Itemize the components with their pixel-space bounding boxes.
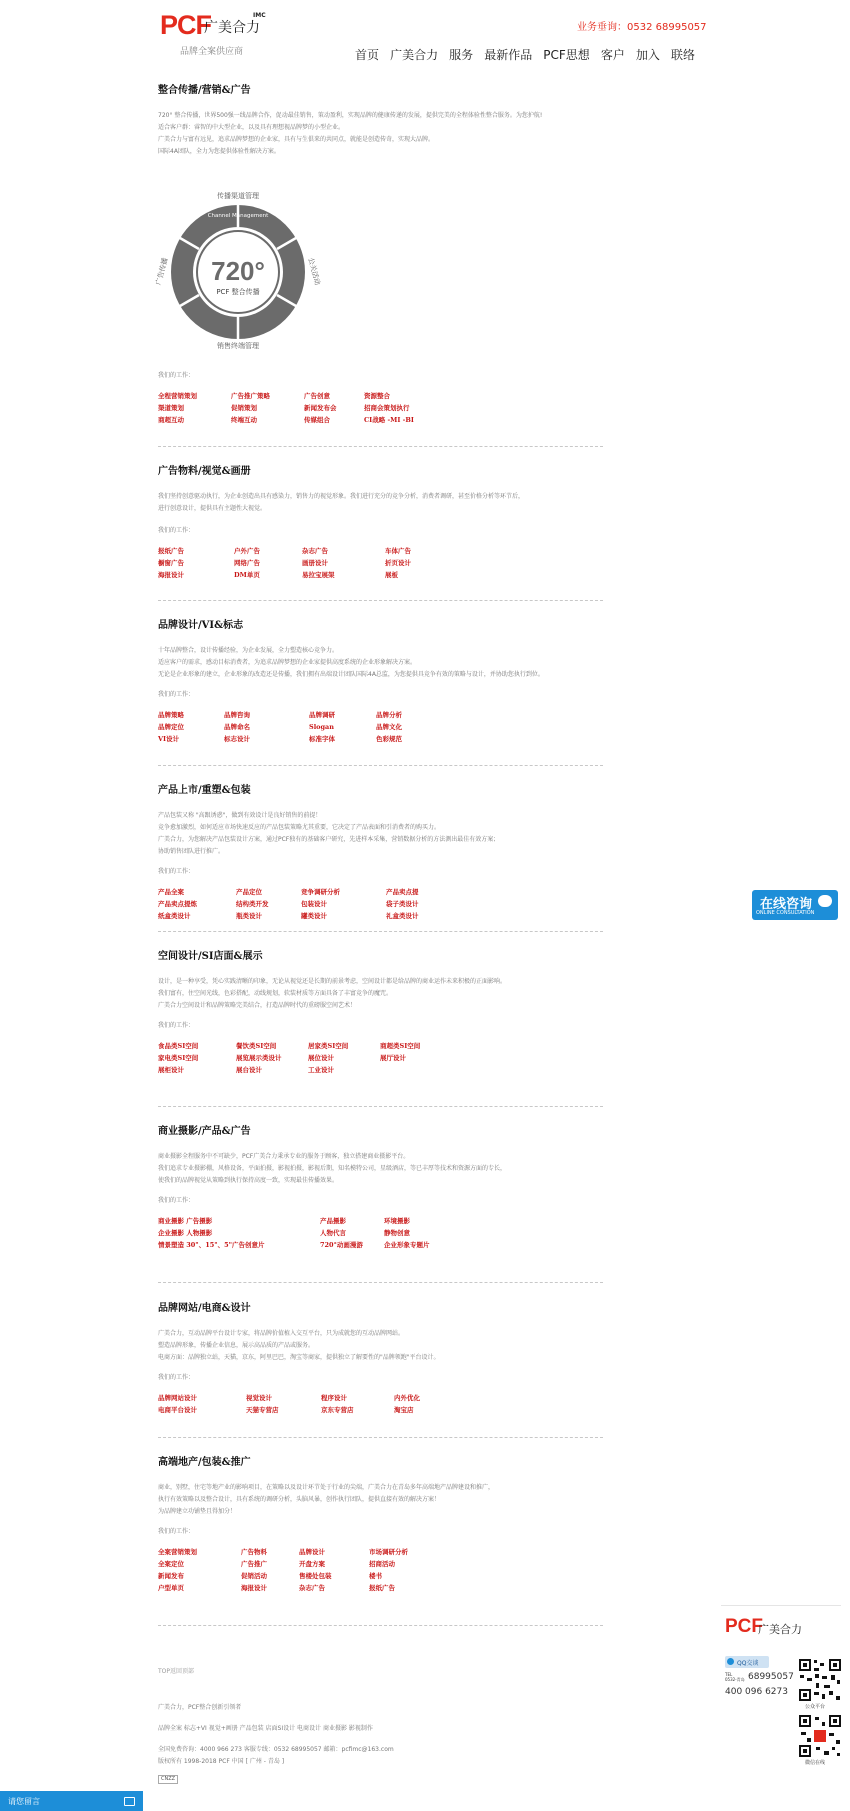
nav-item-about[interactable]: 广美合力 [390,48,439,62]
footer-contact-line: 全国免费咨询：4000 966 273 客服专线：0532 68995057 邮箱：pcfimc@163.com [158,1746,394,1753]
diagram-inner-top: Channel Management [207,213,269,219]
tag-item[interactable]: 展台设计 [236,1066,262,1074]
section-real-estate [158,1456,603,1592]
section-desc: 设计，是一种享受，凭心实践清晰的印象，无论从视觉还是长期的前景考虑，空间设计都是给品牌的商业运作未来积极的正面影响。 我们富有，住空间光线，色彩搭配，动线规划，软装材质等方面具备了丰富竞争的魔咒。 广美合力空间设计和品牌策略完美结合，打造品牌时代的重磅服空间艺术！ [158,978,507,1009]
tag-item[interactable]: 开盘方案 [299,1560,325,1568]
tag-item[interactable]: 竞争调研分析 [301,888,340,896]
expand-icon [124,1797,135,1806]
work-block [158,867,603,920]
tag-item[interactable]: 720°动画漫游 [320,1241,363,1249]
section-photography [158,1125,603,1249]
tag-item[interactable]: 户外广告 [234,547,260,555]
free-hotline: 400 096 6273 [725,1687,788,1697]
tag-item[interactable]: 促销活动 [241,1572,267,1580]
tag-item[interactable]: 天猫专营店 [246,1406,279,1414]
tag-item[interactable]: 橱窗广告 [158,559,184,567]
chat-bubble-icon [818,895,832,907]
qr2-caption: 微信在线 [805,1760,826,1766]
section-title: 广告物料/视觉&画册 [158,466,251,477]
nav-item-home[interactable]: 首页 [355,48,380,62]
footer-services-line[interactable]: 品牌全案 标志+VI 视觉+画册 产品包装 店面SI设计 电商设计 商业摄影 影视制作 [158,1725,373,1732]
tag-item[interactable]: 纸盒类设计 [158,912,191,920]
tag-item[interactable]: 品牌网站设计 [158,1394,197,1402]
tag-item[interactable]: 食品类SI空间 [158,1042,199,1050]
logo-slogan: 品牌全案供应商 [180,47,244,57]
section-desc: 720° 整合传播，世界500强一线品牌合作，促动最佳销售，策动盈利，实现品牌的健康传递的发展，提供完美的全程体验性整合服务。为您护航! 适合客户群：睿智的中大型企业，以及具有理想视品牌梦的小型企业。 广美合力与富有远见，追求品牌梦想的企业家，具有与生俱来的共同点，就能是创造传奇，实现大品牌。 国际4A团队，全力为您提供体验性解决方案。 [158,112,543,155]
work-block [158,1527,603,1592]
tag-item[interactable]: 标准字体 [309,735,335,743]
section-visual [158,465,603,579]
tag-item[interactable]: 产品摄影 [320,1217,346,1225]
tag-item[interactable]: 瓶类设计 [236,912,262,920]
tag-item[interactable]: 产品全案 [158,888,184,896]
tag-item[interactable]: 品牌命名 [224,723,250,731]
logo-imc-text: IMC [253,12,266,19]
section-desc: 产品包装又称 "高跟诱惑"，做到有效设计是良好销售的前提！ 竞争愈加激烈，如何适应市场快速反应的产品包装策略尤其重要，它决定了产品表面和引消费者的购买力。 广美合力，为您解决产品包装设计方案，通过PCF独有的基础客户研究，先进样本采集，营销数据分析的方法测出最佳有效方案； 协助销售团队进行推广。 [158,812,500,855]
tag-item[interactable]: 促销策划 [231,404,257,412]
tag-item[interactable]: 企业摄影 人物摄影 [158,1229,213,1237]
tag-item[interactable]: 品牌策略 [158,711,184,719]
nav-item-join[interactable]: 加入 [635,48,660,62]
tel-city: 0532-青岛 [725,1677,745,1682]
tag-item[interactable]: 展位设计 [308,1054,334,1062]
tel-number: 68995057 [748,1672,794,1682]
section-desc: 我们坚持创意驱动执行，为企业创造出具有感染力，销售力的视觉形象。我们进行充分的竞争分析，消费者调研，甚至价格分析等环节后， 进行创意设计，提供具有主题性大视觉。 [158,493,525,512]
tag-item[interactable]: 广告物料 [241,1548,267,1556]
section-divider [158,1437,603,1438]
section-title: 品牌设计/VI&标志 [158,620,244,631]
diagram-bottom-label: 销售终端管理 [217,342,259,350]
tag-item[interactable]: 招商活动 [369,1560,395,1568]
work-label: 我们的工作： [158,1197,195,1204]
nav-item-philosophy[interactable]: PCF思想 [543,48,590,62]
tag-item[interactable]: 内外优化 [394,1394,420,1402]
section-title: 空间设计/SI店面&展示 [158,951,263,962]
tag-item[interactable]: 画册设计 [302,559,328,567]
tag-item[interactable]: 礼盒类设计 [386,912,419,920]
tag-item[interactable]: 车体广告 [385,547,411,555]
tag-item[interactable]: 淘宝店 [394,1406,414,1414]
back-to-top-link[interactable]: TOP返回顶部 [158,1668,195,1675]
footer-brand-line: 广美合力，PCF整合创新引领者 [158,1704,242,1711]
tag-item[interactable]: 标志设计 [224,735,250,743]
tag-item[interactable]: 餐饮类SI空间 [236,1042,277,1050]
nav-item-works[interactable]: 最新作品 [484,48,533,62]
section-website [158,1302,603,1414]
work-block [158,526,603,579]
tag-item[interactable]: 展览展示类设计 [236,1054,282,1062]
tag-item[interactable]: 海报设计 [241,1584,267,1592]
nav-item-contact[interactable]: 联络 [670,48,695,62]
tag-item[interactable]: 市场调研分析 [369,1548,408,1556]
panel-logo-pcf: PCF [725,1616,763,1637]
section-packaging [158,784,603,920]
main-nav [355,46,695,64]
work-block [158,371,603,424]
tag-item[interactable]: 品牌定位 [158,723,184,731]
tag-item[interactable]: 全案营销策划 [158,1548,197,1556]
work-block [158,690,603,743]
tag-item[interactable]: 产品定位 [236,888,262,896]
tag-item[interactable]: 人物代言 [320,1229,346,1237]
tag-item[interactable]: 海报设计 [158,571,184,579]
tag-item[interactable]: 企业形象专题片 [384,1241,430,1249]
tag-item[interactable]: CI战略 -MI -BI [364,416,414,424]
section-space-si [158,950,603,1074]
work-label: 我们的工作： [158,1022,195,1029]
online-consult-button[interactable] [752,890,838,920]
tag-item[interactable]: 广告创意 [304,392,330,400]
tag-item[interactable]: 终端互动 [231,416,257,424]
qr-code-icon [798,1658,842,1702]
tag-item[interactable]: 报纸广告 [369,1584,395,1592]
cnzz-badge[interactable]: CNZZ [158,1775,178,1784]
section-title: 整合传播/营销&广告 [158,85,251,96]
tag-item[interactable]: 报纸广告 [158,547,184,555]
work-block [158,1196,603,1249]
tag-item[interactable]: 网络广告 [234,559,260,567]
qq-chat-label: QQ交谈 [737,1660,759,1667]
contact-qr-panel [721,1605,841,1786]
tag-item[interactable]: 罐类设计 [301,912,327,920]
site-footer [158,1666,603,1784]
consult-subtitle: ONLINE CONSULTATION [756,910,815,916]
section-title: 品牌网站/电商&设计 [158,1303,251,1314]
tag-item[interactable]: 户型单页 [158,1584,184,1592]
tag-item[interactable]: 环境摄影 [384,1217,410,1225]
section-title: 高端地产/包装&推广 [158,1457,251,1468]
tag-item[interactable]: 色彩规范 [376,735,402,743]
tag-item[interactable]: 品牌分析 [376,711,402,719]
tag-item[interactable]: 资源整合 [364,392,390,400]
work-label: 我们的工作： [158,527,195,534]
tag-item[interactable]: 程序设计 [321,1394,347,1402]
section-desc: 广美合力，互动品牌平台设计专家，将品牌价值植入交互平台，只为成就您的互动品牌网站。 塑造品牌形象，传播企业信息，展示高品质的产品或服务。 电商方面：品牌独立站，天猫，京东，阿里巴巴，淘宝等商家，提供独立了解要性的"品牌领跑"平台设计。 [158,1330,440,1361]
diagram-top-label: 传播渠道管理 [217,192,259,200]
tag-item[interactable]: 杂志广告 [302,547,328,555]
section-title: 产品上市/重塑&包装 [158,785,251,796]
diagram-center-big: 720° [211,256,265,286]
tag-item[interactable]: 广告推广策略 [231,392,270,400]
tag-item[interactable]: 全程营销策划 [158,392,197,400]
tag-item[interactable]: 工业设计 [308,1066,334,1074]
footer-copyright: 版权所有 1998-2018 PCF 中国 [ 广州 - 青岛 ] [158,1758,285,1765]
work-block [158,1021,603,1074]
section-divider [158,765,603,766]
tag-item[interactable]: 售楼处包装 [299,1572,332,1580]
tag-item[interactable]: 易拉宝展架 [302,571,335,579]
qq-icon [727,1658,734,1665]
section-divider [158,931,603,932]
tag-item[interactable]: 商业摄影 广告摄影 [158,1217,213,1225]
tag-item[interactable]: 全案定位 [158,1560,184,1568]
work-label: 我们的工作： [158,868,195,875]
wechat-qr-icon [798,1714,842,1758]
section-divider [158,600,603,601]
tag-item[interactable]: 居家类SI空间 [308,1042,349,1050]
tag-item[interactable]: 电商平台设计 [158,1406,197,1414]
section-desc: 十年品牌整合，设计传播经验，为企业发展，全力塑造核心竞争力。 适应客户的需求，感动目标消费者，为追求品牌梦想的企业家提供高度系统的企业形象解决方案。 无论是企业形象的建立，企业形象的改造还是传播，我们拥有出端设计团队国际4A总监，为您提供具竞争有效的策略与设计，并协助您执行到位。 [158,647,544,678]
section-title: 商业摄影/产品&广告 [158,1126,251,1137]
tag-item[interactable]: 静物创意 [384,1229,410,1237]
nav-item-services[interactable]: 服务 [449,48,474,62]
tag-item[interactable]: 结构类开发 [236,900,269,908]
section-divider [158,1106,603,1107]
tag-item[interactable]: 品牌设计 [299,1548,325,1556]
section-desc: 商业摄影全程服务中不可缺少，PCF广美合力秉承专业的服务于顾客，独立搭建商业摄影平台。 我们追求专业摄影棚，风格设备，平面拍摄，影视拍摄，影视后期，知名模特公司，星级酒店，等已丰厚等技术和资源方面的专长， 使我们的品牌视觉从策略到执行保持高度一致，实现最佳传播效果。 [158,1153,507,1184]
tag-item[interactable]: 家电类SI空间 [158,1054,199,1062]
section-brand-vi [158,619,603,743]
site-logo[interactable] [160,10,270,56]
tag-item[interactable]: 品牌咨询 [224,711,250,719]
section-divider [158,1282,603,1283]
tel-label: TEL [725,1672,733,1677]
diagram-center-small: PCF 整合传播 [216,288,260,296]
section-divider [158,446,603,447]
qq-chat-button[interactable] [725,1656,769,1668]
qr1-caption: 公众平台 [805,1704,826,1710]
tag-item[interactable]: 展板 [385,571,398,579]
diagram-right-label: 公关活动 [306,256,322,287]
tag-item[interactable]: 包装设计 [301,900,327,908]
section-desc: 商业，别墅，住宅等地产业的影响项目，在策略以及设计环节处于行业的尖端，广美合力在青岛多年高端地产品牌建设和推广， 执行有效策略以及整合设计，具有系统的调研分析，头脑风暴，创作执行团队，提供直接有效的解决方案！ 为品牌建立功铺垫且得加分！ [158,1484,495,1515]
section-divider [158,1625,603,1626]
tag-item[interactable]: 新闻发布 [158,1572,184,1580]
diagram-left-label: 广告传播 [154,256,170,287]
tag-item[interactable]: VI设计 [158,735,180,743]
logo-cn-text: 广美合力 [204,20,260,36]
site-header [0,0,850,70]
tag-item[interactable]: 楼书 [369,1572,382,1580]
work-label: 我们的工作： [158,691,195,698]
tag-item[interactable]: 新闻发布会 [304,404,337,412]
nav-item-clients[interactable]: 客户 [600,48,625,62]
tag-item[interactable]: DM单页 [234,571,260,579]
tag-item[interactable]: 视觉设计 [246,1394,272,1402]
leave-message-label: 请您留言 [8,1797,40,1806]
tag-item[interactable]: 展柜设计 [158,1066,184,1074]
hotline: 业务垂询：0532 68995057 [577,22,707,33]
tag-item[interactable]: Slogan [309,723,334,731]
tag-item[interactable]: 京东专营店 [321,1406,354,1414]
tag-item[interactable]: 情景塑造 30"、15"、5"广告创意片 [158,1241,265,1249]
work-label: 我们的工作： [158,372,195,379]
tag-item[interactable]: 广告推广 [241,1560,267,1568]
integrated-720-diagram [154,184,322,350]
consult-title: 在线咨询 [760,896,813,911]
panel-logo-cn: 广美合力 [758,1623,802,1636]
tag-item[interactable]: 品牌文化 [376,723,402,731]
logo-pcf-text: PCF [160,10,211,40]
tag-item[interactable]: 招商会策划执行 [364,404,410,412]
leave-message-bar[interactable] [0,1791,143,1811]
work-label: 我们的工作： [158,1528,195,1535]
tag-item[interactable]: 展厅设计 [380,1054,406,1062]
tag-item[interactable]: 商超类SI空间 [380,1042,421,1050]
tag-item[interactable]: 杂志广告 [299,1584,325,1592]
tag-item[interactable]: 产品卖点提炼 [158,900,197,908]
tag-item[interactable]: 商超互动 [158,416,184,424]
tag-item[interactable]: 品牌调研 [309,711,335,719]
work-label: 我们的工作： [158,1374,195,1381]
tag-item[interactable]: 折页设计 [385,559,411,567]
tag-item[interactable]: 传媒组合 [304,416,330,424]
work-block [158,1373,603,1414]
tag-item[interactable]: 渠道策划 [158,404,184,412]
section-integrated [154,84,603,424]
tag-item[interactable]: 产品卖点提 [386,888,419,896]
tag-item[interactable]: 袋子类设计 [386,900,419,908]
